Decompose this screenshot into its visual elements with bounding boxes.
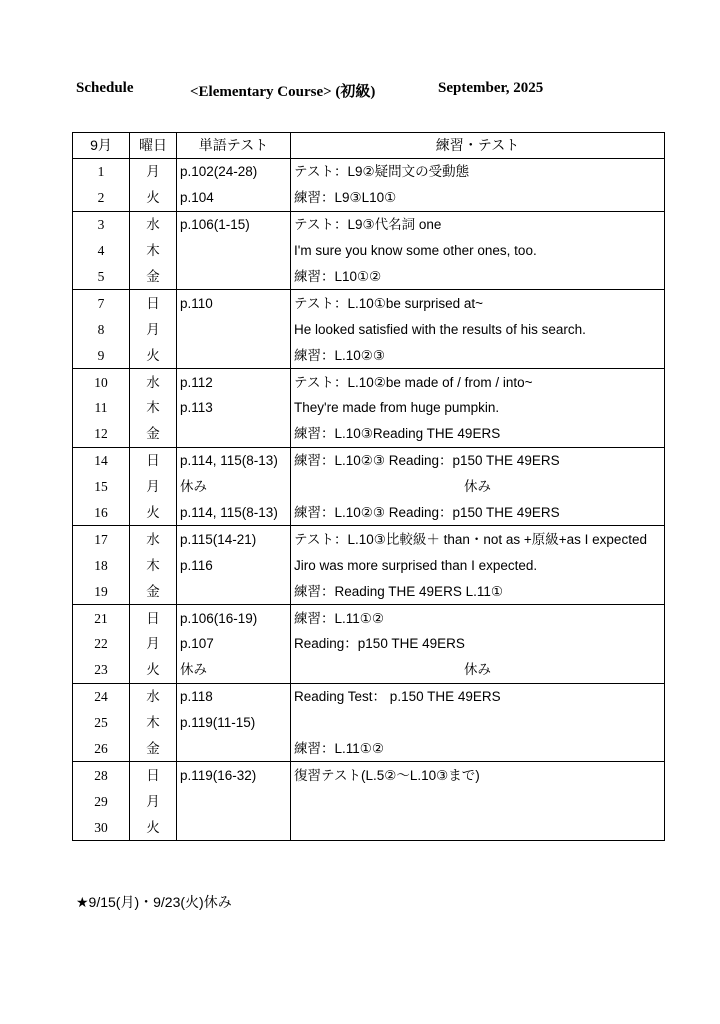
weekday-cell: 日 [130, 447, 177, 473]
vocab-test-cell [177, 316, 291, 342]
practice-cell: 復習テスト(L.5②～L.10③まで) [291, 762, 665, 788]
table-row [73, 631, 665, 657]
table-header-row [73, 133, 665, 159]
table-row [73, 185, 665, 211]
weekday-cell: 水 [130, 211, 177, 237]
vocab-test-cell [177, 264, 291, 290]
vocab-test-cell: p.106(16-19) [177, 605, 291, 631]
day-cell: 12 [73, 421, 130, 447]
table-row [73, 736, 665, 762]
weekday-cell: 金 [130, 421, 177, 447]
table-row [73, 814, 665, 840]
table-row [73, 526, 665, 552]
header-month: September, 2025 [438, 80, 544, 96]
table-row [73, 395, 665, 421]
table-row [73, 552, 665, 578]
vocab-test-cell [177, 421, 291, 447]
column-header-practice-test: 練習・テスト [291, 133, 665, 159]
vocab-test-cell [177, 736, 291, 762]
day-cell: 3 [73, 211, 130, 237]
weekday-cell: 月 [130, 788, 177, 814]
holiday-footnote: ★9/15(月)・9/23(火)休み [76, 894, 232, 910]
practice-cell: テスト：L.10②be made of / from / into~ [291, 369, 665, 395]
practice-cell [291, 710, 665, 736]
practice-cell: 練習：L9③L10① [291, 185, 665, 211]
practice-cell: テスト：L9②疑問文の受動態 [291, 159, 665, 185]
vocab-test-cell: p.119(16-32) [177, 762, 291, 788]
vocab-test-cell [177, 788, 291, 814]
weekday-cell: 日 [130, 290, 177, 316]
vocab-test-cell: p.116 [177, 552, 291, 578]
day-cell: 1 [73, 159, 130, 185]
day-cell: 2 [73, 185, 130, 211]
weekday-cell: 日 [130, 762, 177, 788]
table-row [73, 290, 665, 316]
vocab-test-cell: p.102(24-28) [177, 159, 291, 185]
day-cell: 9 [73, 342, 130, 368]
day-cell: 22 [73, 631, 130, 657]
day-cell: 25 [73, 710, 130, 736]
vocab-test-cell: p.112 [177, 369, 291, 395]
vocab-test-cell: p.114, 115(8-13) [177, 500, 291, 526]
table-row [73, 159, 665, 185]
day-cell: 30 [73, 814, 130, 840]
weekday-cell: 木 [130, 710, 177, 736]
weekday-cell: 水 [130, 683, 177, 709]
day-cell: 11 [73, 395, 130, 421]
column-header-vocab-test: 単語テスト [177, 133, 291, 159]
schedule-body [73, 159, 665, 841]
practice-cell [291, 788, 665, 814]
header-course-name: <Elementary Course> (初級) [190, 84, 376, 100]
vocab-test-cell: p.119(11-15) [177, 710, 291, 736]
weekday-cell: 月 [130, 316, 177, 342]
practice-cell: 練習：L.11①② [291, 736, 665, 762]
practice-cell: 練習：L10①② [291, 264, 665, 290]
column-header-date: 9月 [73, 133, 130, 159]
vocab-test-cell [177, 238, 291, 264]
vocab-test-cell: 休み [177, 657, 291, 683]
practice-cell: They're made from huge pumpkin. [291, 395, 665, 421]
practice-cell: 練習：L.10②③ Reading：p150 THE 49ERS [291, 500, 665, 526]
practice-cell [291, 814, 665, 840]
weekday-cell: 木 [130, 552, 177, 578]
practice-cell: Jiro was more surprised than I expected. [291, 552, 665, 578]
weekday-cell: 木 [130, 238, 177, 264]
weekday-cell: 火 [130, 657, 177, 683]
table-row [73, 447, 665, 473]
weekday-cell: 月 [130, 474, 177, 500]
vocab-test-cell [177, 578, 291, 604]
weekday-cell: 金 [130, 264, 177, 290]
table-row [73, 683, 665, 709]
practice-cell: テスト：L.10③比較級＋ than・not as +原級+as I expected [291, 526, 665, 552]
day-cell: 26 [73, 736, 130, 762]
table-row [73, 788, 665, 814]
day-cell: 7 [73, 290, 130, 316]
vocab-test-cell: p.106(1-15) [177, 211, 291, 237]
table-row [73, 474, 665, 500]
header-schedule-label: Schedule [76, 80, 134, 96]
table-row [73, 238, 665, 264]
table-row [73, 710, 665, 736]
day-cell: 10 [73, 369, 130, 395]
practice-cell: Reading：p150 THE 49ERS [291, 631, 665, 657]
day-cell: 19 [73, 578, 130, 604]
page-header [76, 80, 676, 104]
practice-cell: I'm sure you know some other ones, too. [291, 238, 665, 264]
practice-cell: 休み [291, 657, 665, 683]
practice-cell: 練習：L.11①② [291, 605, 665, 631]
column-header-weekday: 曜日 [130, 133, 177, 159]
vocab-test-cell: p.118 [177, 683, 291, 709]
practice-cell: 練習：L.10②③ Reading：p150 THE 49ERS [291, 447, 665, 473]
day-cell: 28 [73, 762, 130, 788]
table-row [73, 421, 665, 447]
vocab-test-cell: p.114, 115(8-13) [177, 447, 291, 473]
weekday-cell: 水 [130, 526, 177, 552]
schedule-table [72, 132, 665, 841]
practice-cell: Reading Test： p.150 THE 49ERS [291, 683, 665, 709]
day-cell: 14 [73, 447, 130, 473]
table-row [73, 605, 665, 631]
table-row [73, 369, 665, 395]
weekday-cell: 火 [130, 185, 177, 211]
vocab-test-cell: p.115(14-21) [177, 526, 291, 552]
weekday-cell: 火 [130, 814, 177, 840]
practice-cell: 練習：Reading THE 49ERS L.11① [291, 578, 665, 604]
vocab-test-cell: p.110 [177, 290, 291, 316]
day-cell: 5 [73, 264, 130, 290]
table-row [73, 657, 665, 683]
weekday-cell: 月 [130, 159, 177, 185]
practice-cell: He looked satisfied with the results of his search. [291, 316, 665, 342]
practice-cell: テスト：L.10①be surprised at~ [291, 290, 665, 316]
day-cell: 21 [73, 605, 130, 631]
day-cell: 15 [73, 474, 130, 500]
practice-cell: 休み [291, 474, 665, 500]
table-row [73, 578, 665, 604]
table-row [73, 264, 665, 290]
vocab-test-cell: 休み [177, 474, 291, 500]
day-cell: 18 [73, 552, 130, 578]
table-row [73, 342, 665, 368]
weekday-cell: 金 [130, 578, 177, 604]
vocab-test-cell [177, 814, 291, 840]
vocab-test-cell: p.113 [177, 395, 291, 421]
day-cell: 4 [73, 238, 130, 264]
weekday-cell: 火 [130, 342, 177, 368]
day-cell: 29 [73, 788, 130, 814]
day-cell: 16 [73, 500, 130, 526]
vocab-test-cell: p.107 [177, 631, 291, 657]
weekday-cell: 日 [130, 605, 177, 631]
practice-cell: 練習：L.10②③ [291, 342, 665, 368]
weekday-cell: 金 [130, 736, 177, 762]
day-cell: 17 [73, 526, 130, 552]
table-row [73, 762, 665, 788]
day-cell: 24 [73, 683, 130, 709]
weekday-cell: 木 [130, 395, 177, 421]
practice-cell: 練習：L.10③Reading THE 49ERS [291, 421, 665, 447]
vocab-test-cell: p.104 [177, 185, 291, 211]
table-row [73, 211, 665, 237]
day-cell: 23 [73, 657, 130, 683]
weekday-cell: 水 [130, 369, 177, 395]
table-row [73, 500, 665, 526]
weekday-cell: 月 [130, 631, 177, 657]
weekday-cell: 火 [130, 500, 177, 526]
practice-cell: テスト：L9③代名詞 one [291, 211, 665, 237]
day-cell: 8 [73, 316, 130, 342]
table-row [73, 316, 665, 342]
vocab-test-cell [177, 342, 291, 368]
